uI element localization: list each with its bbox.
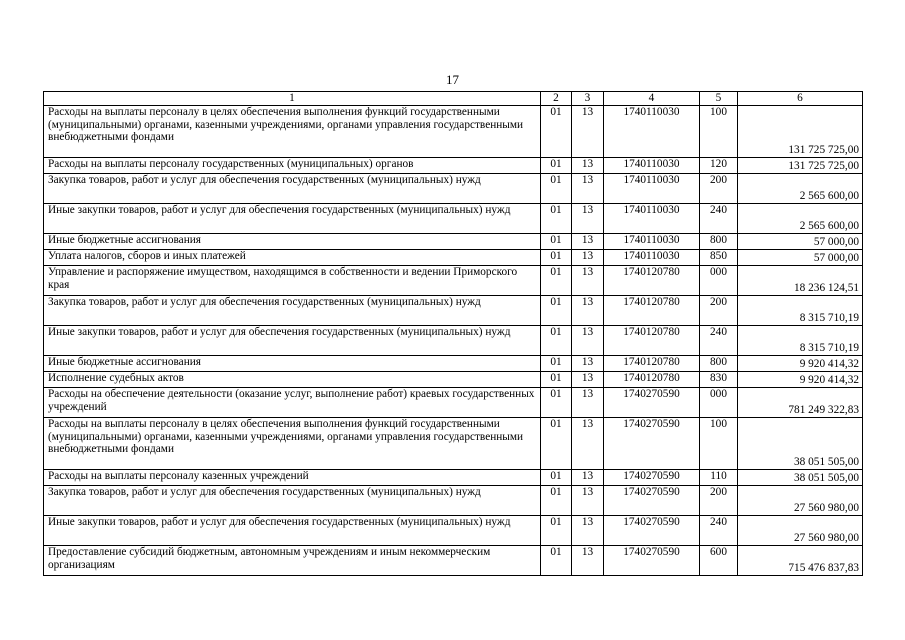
- row-c3-cell: 13: [572, 470, 604, 486]
- row-c6-cell: 2 565 600,00: [738, 204, 863, 234]
- row-c2-cell: 01: [541, 546, 572, 576]
- row-c3-cell: 13: [572, 326, 604, 356]
- row-c4-cell: 1740110030: [604, 174, 700, 204]
- row-name-cell: Расходы на обеспечение деятельности (оказание услуг, выполнение работ) краевых государственных учреждений: [44, 388, 541, 418]
- row-c5-cell: 200: [700, 296, 738, 326]
- row-c6-cell: 715 476 837,83: [738, 546, 863, 576]
- row-c5-cell: 600: [700, 546, 738, 576]
- row-c3-cell: 13: [572, 174, 604, 204]
- row-name-cell: Закупка товаров, работ и услуг для обеспечения государственных (муниципальных) нужд: [44, 174, 541, 204]
- row-c6-cell: 131 725 725,00: [738, 106, 863, 158]
- row-c4-cell: 1740120780: [604, 356, 700, 372]
- row-c5-cell: 100: [700, 106, 738, 158]
- row-name-cell: Расходы на выплаты персоналу государственных (муниципальных) органов: [44, 158, 541, 174]
- row-c5-cell: 850: [700, 250, 738, 266]
- row-c3-cell: 13: [572, 204, 604, 234]
- row-c6-cell: 27 560 980,00: [738, 516, 863, 546]
- row-c4-cell: 1740110030: [604, 204, 700, 234]
- row-c4-cell: 1740270590: [604, 388, 700, 418]
- row-c6-cell: 27 560 980,00: [738, 486, 863, 516]
- table-row: [44, 486, 863, 516]
- table-row: [44, 546, 863, 576]
- row-c6-cell: 131 725 725,00: [738, 158, 863, 174]
- row-c3-cell: 13: [572, 372, 604, 388]
- row-name-cell: Иные закупки товаров, работ и услуг для обеспечения государственных (муниципальных) нужд: [44, 326, 541, 356]
- header-row: [44, 92, 863, 106]
- row-name-cell: Закупка товаров, работ и услуг для обеспечения государственных (муниципальных) нужд: [44, 486, 541, 516]
- row-c2-cell: 01: [541, 106, 572, 158]
- row-c3-cell: 13: [572, 106, 604, 158]
- row-name-cell: Иные бюджетные ассигнования: [44, 234, 541, 250]
- row-c5-cell: 800: [700, 356, 738, 372]
- column-header-6: 6: [738, 92, 863, 106]
- row-c2-cell: 01: [541, 356, 572, 372]
- row-c3-cell: 13: [572, 418, 604, 470]
- row-c5-cell: 240: [700, 204, 738, 234]
- row-c3-cell: 13: [572, 546, 604, 576]
- row-c6-cell: 8 315 710,19: [738, 296, 863, 326]
- row-c6-cell: 2 565 600,00: [738, 174, 863, 204]
- table-row: [44, 470, 863, 486]
- row-c3-cell: 13: [572, 486, 604, 516]
- row-c2-cell: 01: [541, 388, 572, 418]
- table-row: [44, 158, 863, 174]
- table-row: [44, 296, 863, 326]
- row-name-cell: Иные бюджетные ассигнования: [44, 356, 541, 372]
- row-c4-cell: 1740270590: [604, 546, 700, 576]
- table-row: [44, 250, 863, 266]
- row-c4-cell: 1740110030: [604, 250, 700, 266]
- table-row: [44, 326, 863, 356]
- table-row: [44, 106, 863, 158]
- row-name-cell: Иные закупки товаров, работ и услуг для обеспечения государственных (муниципальных) нужд: [44, 204, 541, 234]
- row-c5-cell: 200: [700, 486, 738, 516]
- table-row: [44, 516, 863, 546]
- row-c2-cell: 01: [541, 204, 572, 234]
- row-c3-cell: 13: [572, 388, 604, 418]
- table-row: [44, 418, 863, 470]
- column-header-1: 1: [44, 92, 541, 106]
- row-c2-cell: 01: [541, 174, 572, 204]
- table-row: [44, 372, 863, 388]
- row-c3-cell: 13: [572, 158, 604, 174]
- row-c3-cell: 13: [572, 234, 604, 250]
- row-name-cell: Уплата налогов, сборов и иных платежей: [44, 250, 541, 266]
- row-c2-cell: 01: [541, 296, 572, 326]
- row-c4-cell: 1740120780: [604, 296, 700, 326]
- row-c3-cell: 13: [572, 516, 604, 546]
- table-row: [44, 204, 863, 234]
- row-c6-cell: 8 315 710,19: [738, 326, 863, 356]
- row-c5-cell: 100: [700, 418, 738, 470]
- row-name-cell: Расходы на выплаты персоналу в целях обеспечения выполнения функций государственными (муниципальными) органами, казенными учреждениями, органами управления государственными внебюджетными фондами: [44, 106, 541, 158]
- row-c3-cell: 13: [572, 296, 604, 326]
- table-row: [44, 234, 863, 250]
- column-header-3: 3: [572, 92, 604, 106]
- row-name-cell: Предоставление субсидий бюджетным, автономным учреждениям и иным некоммерческим организациям: [44, 546, 541, 576]
- row-c3-cell: 13: [572, 250, 604, 266]
- row-name-cell: Иные закупки товаров, работ и услуг для обеспечения государственных (муниципальных) нужд: [44, 516, 541, 546]
- column-header-5: 5: [700, 92, 738, 106]
- table-row: [44, 174, 863, 204]
- row-c5-cell: 000: [700, 388, 738, 418]
- table-body: [44, 106, 863, 576]
- row-c5-cell: 120: [700, 158, 738, 174]
- row-c2-cell: 01: [541, 470, 572, 486]
- row-name-cell: Исполнение судебных актов: [44, 372, 541, 388]
- row-c4-cell: 1740270590: [604, 418, 700, 470]
- row-name-cell: Расходы на выплаты персоналу казенных учреждений: [44, 470, 541, 486]
- row-c2-cell: 01: [541, 486, 572, 516]
- row-c4-cell: 1740270590: [604, 470, 700, 486]
- row-c6-cell: 9 920 414,32: [738, 356, 863, 372]
- row-c4-cell: 1740270590: [604, 486, 700, 516]
- row-c5-cell: 240: [700, 326, 738, 356]
- row-c2-cell: 01: [541, 418, 572, 470]
- row-c5-cell: 200: [700, 174, 738, 204]
- row-c2-cell: 01: [541, 266, 572, 296]
- row-c2-cell: 01: [541, 158, 572, 174]
- row-c4-cell: 1740120780: [604, 266, 700, 296]
- budget-table: [43, 91, 863, 576]
- row-c6-cell: 18 236 124,51: [738, 266, 863, 296]
- row-name-cell: Закупка товаров, работ и услуг для обеспечения государственных (муниципальных) нужд: [44, 296, 541, 326]
- row-c3-cell: 13: [572, 356, 604, 372]
- row-c6-cell: 781 249 322,83: [738, 388, 863, 418]
- row-c4-cell: 1740120780: [604, 372, 700, 388]
- row-c5-cell: 110: [700, 470, 738, 486]
- column-header-4: 4: [604, 92, 700, 106]
- row-c6-cell: 57 000,00: [738, 234, 863, 250]
- table-row: [44, 266, 863, 296]
- table-row: [44, 388, 863, 418]
- row-c4-cell: 1740270590: [604, 516, 700, 546]
- row-name-cell: Управление и распоряжение имуществом, находящимся в собственности и ведении Приморского края: [44, 266, 541, 296]
- row-name-cell: Расходы на выплаты персоналу в целях обеспечения выполнения функций государственными (муниципальными) органами, казенными учреждениями, органами управления государственными внебюджетными фондами: [44, 418, 541, 470]
- row-c4-cell: 1740120780: [604, 326, 700, 356]
- row-c3-cell: 13: [572, 266, 604, 296]
- row-c2-cell: 01: [541, 234, 572, 250]
- row-c2-cell: 01: [541, 250, 572, 266]
- row-c5-cell: 830: [700, 372, 738, 388]
- table-row: [44, 356, 863, 372]
- page-number: 17: [446, 72, 459, 87]
- row-c4-cell: 1740110030: [604, 234, 700, 250]
- row-c6-cell: 38 051 505,00: [738, 470, 863, 486]
- column-header-2: 2: [541, 92, 572, 106]
- row-c6-cell: 57 000,00: [738, 250, 863, 266]
- row-c5-cell: 000: [700, 266, 738, 296]
- row-c2-cell: 01: [541, 516, 572, 546]
- row-c2-cell: 01: [541, 326, 572, 356]
- row-c4-cell: 1740110030: [604, 106, 700, 158]
- row-c2-cell: 01: [541, 372, 572, 388]
- row-c6-cell: 9 920 414,32: [738, 372, 863, 388]
- row-c5-cell: 800: [700, 234, 738, 250]
- row-c6-cell: 38 051 505,00: [738, 418, 863, 470]
- row-c4-cell: 1740110030: [604, 158, 700, 174]
- row-c5-cell: 240: [700, 516, 738, 546]
